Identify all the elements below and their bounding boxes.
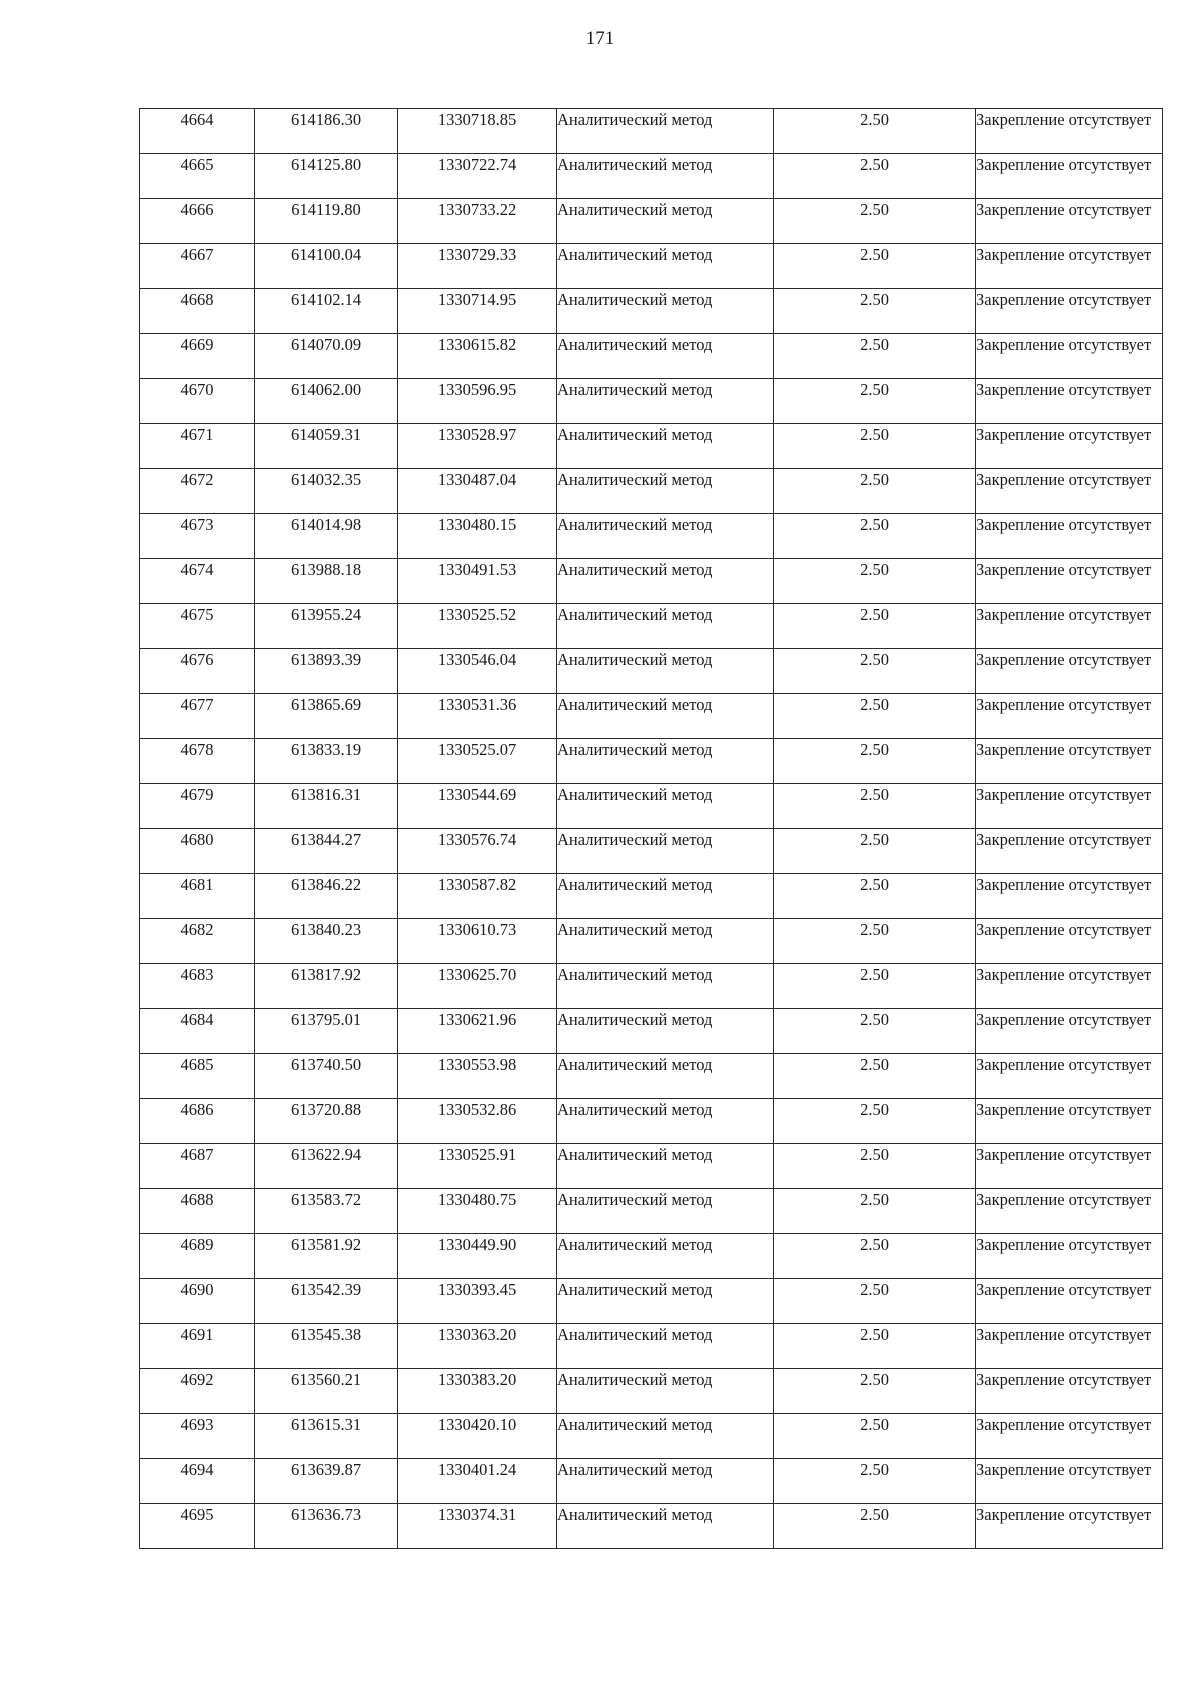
error-cell: 2.50 xyxy=(774,109,976,154)
y-coordinate-cell: 1330528.97 xyxy=(398,424,557,469)
point-number-cell: 4670 xyxy=(140,379,255,424)
table-row xyxy=(140,109,1163,154)
method-cell: Аналитический метод xyxy=(557,1279,774,1324)
x-coordinate-cell: 613817.92 xyxy=(255,964,398,1009)
fixation-cell: Закрепление отсутствует xyxy=(976,1459,1163,1504)
method-cell: Аналитический метод xyxy=(557,1324,774,1369)
x-coordinate-cell: 614119.80 xyxy=(255,199,398,244)
table-row xyxy=(140,829,1163,874)
point-number-cell: 4690 xyxy=(140,1279,255,1324)
y-coordinate-cell: 1330525.91 xyxy=(398,1144,557,1189)
error-cell: 2.50 xyxy=(774,1459,976,1504)
error-cell: 2.50 xyxy=(774,874,976,919)
x-coordinate-cell: 613581.92 xyxy=(255,1234,398,1279)
point-number-cell: 4694 xyxy=(140,1459,255,1504)
point-number-cell: 4674 xyxy=(140,559,255,604)
x-coordinate-cell: 613795.01 xyxy=(255,1009,398,1054)
point-number-cell: 4671 xyxy=(140,424,255,469)
method-cell: Аналитический метод xyxy=(557,1054,774,1099)
error-cell: 2.50 xyxy=(774,1234,976,1279)
fixation-cell: Закрепление отсутствует xyxy=(976,1279,1163,1324)
y-coordinate-cell: 1330480.75 xyxy=(398,1189,557,1234)
fixation-cell: Закрепление отсутствует xyxy=(976,1369,1163,1414)
point-number-cell: 4666 xyxy=(140,199,255,244)
x-coordinate-cell: 613816.31 xyxy=(255,784,398,829)
y-coordinate-cell: 1330718.85 xyxy=(398,109,557,154)
y-coordinate-cell: 1330374.31 xyxy=(398,1504,557,1549)
point-number-cell: 4689 xyxy=(140,1234,255,1279)
method-cell: Аналитический метод xyxy=(557,784,774,829)
x-coordinate-cell: 613833.19 xyxy=(255,739,398,784)
method-cell: Аналитический метод xyxy=(557,739,774,784)
method-cell: Аналитический метод xyxy=(557,1414,774,1459)
y-coordinate-cell: 1330576.74 xyxy=(398,829,557,874)
error-cell: 2.50 xyxy=(774,1369,976,1414)
table-row xyxy=(140,1279,1163,1324)
y-coordinate-cell: 1330733.22 xyxy=(398,199,557,244)
table-row xyxy=(140,289,1163,334)
y-coordinate-cell: 1330621.96 xyxy=(398,1009,557,1054)
point-number-cell: 4686 xyxy=(140,1099,255,1144)
y-coordinate-cell: 1330383.20 xyxy=(398,1369,557,1414)
point-number-cell: 4693 xyxy=(140,1414,255,1459)
error-cell: 2.50 xyxy=(774,244,976,289)
fixation-cell: Закрепление отсутствует xyxy=(976,1009,1163,1054)
point-number-cell: 4687 xyxy=(140,1144,255,1189)
method-cell: Аналитический метод xyxy=(557,964,774,1009)
point-number-cell: 4665 xyxy=(140,154,255,199)
method-cell: Аналитический метод xyxy=(557,109,774,154)
method-cell: Аналитический метод xyxy=(557,1234,774,1279)
table-row xyxy=(140,1324,1163,1369)
x-coordinate-cell: 614125.80 xyxy=(255,154,398,199)
table-row xyxy=(140,919,1163,964)
y-coordinate-cell: 1330420.10 xyxy=(398,1414,557,1459)
y-coordinate-cell: 1330714.95 xyxy=(398,289,557,334)
point-number-cell: 4682 xyxy=(140,919,255,964)
method-cell: Аналитический метод xyxy=(557,379,774,424)
x-coordinate-cell: 613583.72 xyxy=(255,1189,398,1234)
fixation-cell: Закрепление отсутствует xyxy=(976,289,1163,334)
error-cell: 2.50 xyxy=(774,1279,976,1324)
method-cell: Аналитический метод xyxy=(557,469,774,514)
x-coordinate-cell: 613615.31 xyxy=(255,1414,398,1459)
point-number-cell: 4677 xyxy=(140,694,255,739)
error-cell: 2.50 xyxy=(774,1099,976,1144)
table-row xyxy=(140,1414,1163,1459)
x-coordinate-cell: 613636.73 xyxy=(255,1504,398,1549)
point-number-cell: 4664 xyxy=(140,109,255,154)
table-row xyxy=(140,199,1163,244)
y-coordinate-cell: 1330449.90 xyxy=(398,1234,557,1279)
y-coordinate-cell: 1330480.15 xyxy=(398,514,557,559)
method-cell: Аналитический метод xyxy=(557,199,774,244)
point-number-cell: 4678 xyxy=(140,739,255,784)
method-cell: Аналитический метод xyxy=(557,424,774,469)
x-coordinate-cell: 613865.69 xyxy=(255,694,398,739)
method-cell: Аналитический метод xyxy=(557,289,774,334)
y-coordinate-cell: 1330393.45 xyxy=(398,1279,557,1324)
table-row xyxy=(140,1504,1163,1549)
error-cell: 2.50 xyxy=(774,1009,976,1054)
page-number: 171 xyxy=(585,28,615,49)
x-coordinate-cell: 613622.94 xyxy=(255,1144,398,1189)
point-number-cell: 4691 xyxy=(140,1324,255,1369)
fixation-cell: Закрепление отсутствует xyxy=(976,244,1163,289)
fixation-cell: Закрепление отсутствует xyxy=(976,739,1163,784)
fixation-cell: Закрепление отсутствует xyxy=(976,919,1163,964)
method-cell: Аналитический метод xyxy=(557,1144,774,1189)
point-number-cell: 4675 xyxy=(140,604,255,649)
error-cell: 2.50 xyxy=(774,1504,976,1549)
point-number-cell: 4679 xyxy=(140,784,255,829)
point-number-cell: 4673 xyxy=(140,514,255,559)
y-coordinate-cell: 1330401.24 xyxy=(398,1459,557,1504)
point-number-cell: 4685 xyxy=(140,1054,255,1099)
fixation-cell: Закрепление отсутствует xyxy=(976,874,1163,919)
table-row xyxy=(140,379,1163,424)
fixation-cell: Закрепление отсутствует xyxy=(976,784,1163,829)
x-coordinate-cell: 614186.30 xyxy=(255,109,398,154)
x-coordinate-cell: 613560.21 xyxy=(255,1369,398,1414)
x-coordinate-cell: 613545.38 xyxy=(255,1324,398,1369)
error-cell: 2.50 xyxy=(774,964,976,1009)
y-coordinate-cell: 1330596.95 xyxy=(398,379,557,424)
coordinates-table-body xyxy=(140,109,1163,1549)
x-coordinate-cell: 613846.22 xyxy=(255,874,398,919)
table-row xyxy=(140,1009,1163,1054)
fixation-cell: Закрепление отсутствует xyxy=(976,154,1163,199)
x-coordinate-cell: 613639.87 xyxy=(255,1459,398,1504)
error-cell: 2.50 xyxy=(774,469,976,514)
fixation-cell: Закрепление отсутствует xyxy=(976,334,1163,379)
error-cell: 2.50 xyxy=(774,514,976,559)
method-cell: Аналитический метод xyxy=(557,1099,774,1144)
fixation-cell: Закрепление отсутствует xyxy=(976,379,1163,424)
table-row xyxy=(140,1234,1163,1279)
fixation-cell: Закрепление отсутствует xyxy=(976,109,1163,154)
fixation-cell: Закрепление отсутствует xyxy=(976,694,1163,739)
table-row xyxy=(140,1459,1163,1504)
fixation-cell: Закрепление отсутствует xyxy=(976,649,1163,694)
method-cell: Аналитический метод xyxy=(557,829,774,874)
error-cell: 2.50 xyxy=(774,1189,976,1234)
error-cell: 2.50 xyxy=(774,559,976,604)
error-cell: 2.50 xyxy=(774,829,976,874)
error-cell: 2.50 xyxy=(774,784,976,829)
error-cell: 2.50 xyxy=(774,604,976,649)
x-coordinate-cell: 614059.31 xyxy=(255,424,398,469)
x-coordinate-cell: 613893.39 xyxy=(255,649,398,694)
fixation-cell: Закрепление отсутствует xyxy=(976,1414,1163,1459)
method-cell: Аналитический метод xyxy=(557,1459,774,1504)
error-cell: 2.50 xyxy=(774,424,976,469)
y-coordinate-cell: 1330487.04 xyxy=(398,469,557,514)
error-cell: 2.50 xyxy=(774,154,976,199)
x-coordinate-cell: 613740.50 xyxy=(255,1054,398,1099)
method-cell: Аналитический метод xyxy=(557,559,774,604)
y-coordinate-cell: 1330553.98 xyxy=(398,1054,557,1099)
method-cell: Аналитический метод xyxy=(557,1189,774,1234)
table-row xyxy=(140,244,1163,289)
table-row xyxy=(140,784,1163,829)
x-coordinate-cell: 614102.14 xyxy=(255,289,398,334)
fixation-cell: Закрепление отсутствует xyxy=(976,1099,1163,1144)
y-coordinate-cell: 1330625.70 xyxy=(398,964,557,1009)
error-cell: 2.50 xyxy=(774,379,976,424)
y-coordinate-cell: 1330491.53 xyxy=(398,559,557,604)
x-coordinate-cell: 613988.18 xyxy=(255,559,398,604)
x-coordinate-cell: 614062.00 xyxy=(255,379,398,424)
method-cell: Аналитический метод xyxy=(557,514,774,559)
x-coordinate-cell: 614100.04 xyxy=(255,244,398,289)
table-row xyxy=(140,514,1163,559)
table-row xyxy=(140,604,1163,649)
error-cell: 2.50 xyxy=(774,919,976,964)
x-coordinate-cell: 613844.27 xyxy=(255,829,398,874)
method-cell: Аналитический метод xyxy=(557,874,774,919)
error-cell: 2.50 xyxy=(774,649,976,694)
table-row xyxy=(140,739,1163,784)
method-cell: Аналитический метод xyxy=(557,1009,774,1054)
x-coordinate-cell: 613840.23 xyxy=(255,919,398,964)
point-number-cell: 4669 xyxy=(140,334,255,379)
error-cell: 2.50 xyxy=(774,1054,976,1099)
table-row xyxy=(140,1144,1163,1189)
method-cell: Аналитический метод xyxy=(557,154,774,199)
y-coordinate-cell: 1330610.73 xyxy=(398,919,557,964)
y-coordinate-cell: 1330615.82 xyxy=(398,334,557,379)
point-number-cell: 4681 xyxy=(140,874,255,919)
point-number-cell: 4688 xyxy=(140,1189,255,1234)
y-coordinate-cell: 1330525.52 xyxy=(398,604,557,649)
error-cell: 2.50 xyxy=(774,1414,976,1459)
point-number-cell: 4683 xyxy=(140,964,255,1009)
table-row xyxy=(140,469,1163,514)
y-coordinate-cell: 1330544.69 xyxy=(398,784,557,829)
point-number-cell: 4668 xyxy=(140,289,255,334)
fixation-cell: Закрепление отсутствует xyxy=(976,1324,1163,1369)
x-coordinate-cell: 614070.09 xyxy=(255,334,398,379)
point-number-cell: 4667 xyxy=(140,244,255,289)
table-row xyxy=(140,154,1163,199)
error-cell: 2.50 xyxy=(774,739,976,784)
y-coordinate-cell: 1330363.20 xyxy=(398,1324,557,1369)
fixation-cell: Закрепление отсутствует xyxy=(976,559,1163,604)
y-coordinate-cell: 1330531.36 xyxy=(398,694,557,739)
fixation-cell: Закрепление отсутствует xyxy=(976,964,1163,1009)
error-cell: 2.50 xyxy=(774,289,976,334)
method-cell: Аналитический метод xyxy=(557,1504,774,1549)
method-cell: Аналитический метод xyxy=(557,919,774,964)
table-row xyxy=(140,1099,1163,1144)
table-row xyxy=(140,649,1163,694)
point-number-cell: 4684 xyxy=(140,1009,255,1054)
table-row xyxy=(140,1189,1163,1234)
fixation-cell: Закрепление отсутствует xyxy=(976,1234,1163,1279)
fixation-cell: Закрепление отсутствует xyxy=(976,514,1163,559)
method-cell: Аналитический метод xyxy=(557,1369,774,1414)
fixation-cell: Закрепление отсутствует xyxy=(976,829,1163,874)
method-cell: Аналитический метод xyxy=(557,694,774,739)
point-number-cell: 4672 xyxy=(140,469,255,514)
fixation-cell: Закрепление отсутствует xyxy=(976,1189,1163,1234)
y-coordinate-cell: 1330525.07 xyxy=(398,739,557,784)
y-coordinate-cell: 1330722.74 xyxy=(398,154,557,199)
fixation-cell: Закрепление отсутствует xyxy=(976,604,1163,649)
x-coordinate-cell: 614032.35 xyxy=(255,469,398,514)
point-number-cell: 4680 xyxy=(140,829,255,874)
coordinates-table xyxy=(139,108,1163,1549)
table-row xyxy=(140,874,1163,919)
fixation-cell: Закрепление отсутствует xyxy=(976,1054,1163,1099)
table-row xyxy=(140,964,1163,1009)
fixation-cell: Закрепление отсутствует xyxy=(976,424,1163,469)
y-coordinate-cell: 1330546.04 xyxy=(398,649,557,694)
fixation-cell: Закрепление отсутствует xyxy=(976,1504,1163,1549)
table-row xyxy=(140,424,1163,469)
y-coordinate-cell: 1330729.33 xyxy=(398,244,557,289)
error-cell: 2.50 xyxy=(774,1324,976,1369)
error-cell: 2.50 xyxy=(774,694,976,739)
method-cell: Аналитический метод xyxy=(557,604,774,649)
x-coordinate-cell: 613955.24 xyxy=(255,604,398,649)
table-row xyxy=(140,1054,1163,1099)
x-coordinate-cell: 613542.39 xyxy=(255,1279,398,1324)
x-coordinate-cell: 613720.88 xyxy=(255,1099,398,1144)
error-cell: 2.50 xyxy=(774,1144,976,1189)
method-cell: Аналитический метод xyxy=(557,334,774,379)
error-cell: 2.50 xyxy=(774,199,976,244)
method-cell: Аналитический метод xyxy=(557,649,774,694)
error-cell: 2.50 xyxy=(774,334,976,379)
x-coordinate-cell: 614014.98 xyxy=(255,514,398,559)
table-row xyxy=(140,694,1163,739)
y-coordinate-cell: 1330532.86 xyxy=(398,1099,557,1144)
table-row xyxy=(140,1369,1163,1414)
method-cell: Аналитический метод xyxy=(557,244,774,289)
point-number-cell: 4692 xyxy=(140,1369,255,1414)
fixation-cell: Закрепление отсутствует xyxy=(976,469,1163,514)
y-coordinate-cell: 1330587.82 xyxy=(398,874,557,919)
table-row xyxy=(140,559,1163,604)
table-row xyxy=(140,334,1163,379)
point-number-cell: 4676 xyxy=(140,649,255,694)
point-number-cell: 4695 xyxy=(140,1504,255,1549)
fixation-cell: Закрепление отсутствует xyxy=(976,199,1163,244)
fixation-cell: Закрепление отсутствует xyxy=(976,1144,1163,1189)
